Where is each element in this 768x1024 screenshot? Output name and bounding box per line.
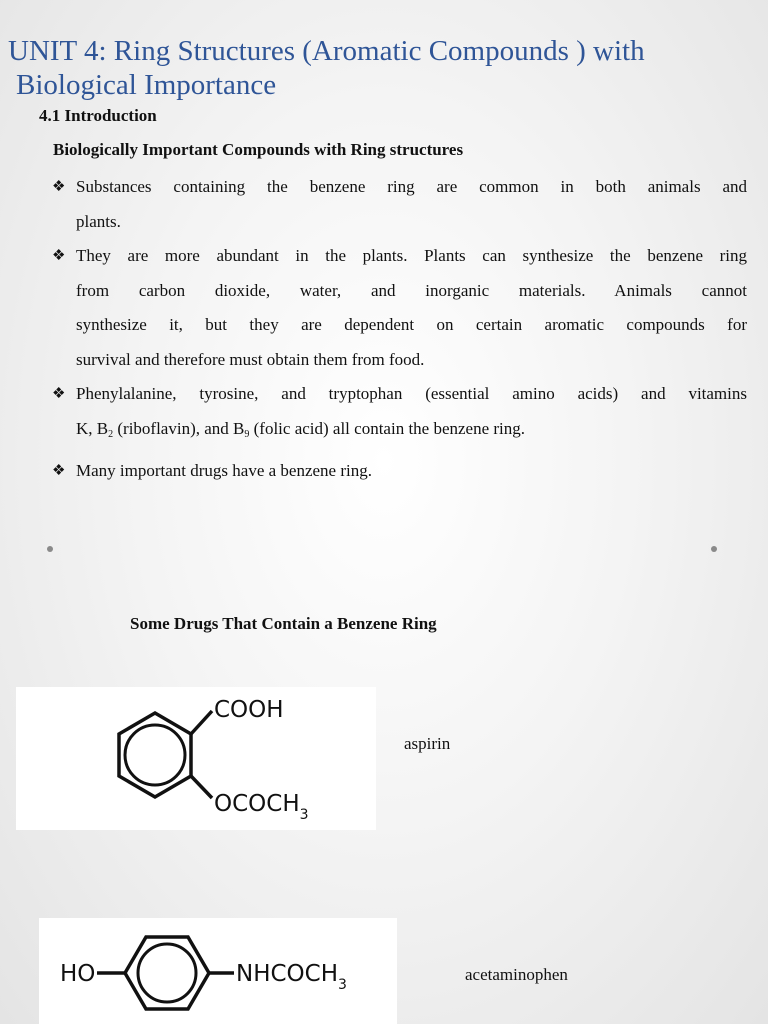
diamond-bullet-icon: ❖ [52,179,66,195]
bullet-item [52,170,747,239]
bullet-text-line: Many important drugs have a benzene ring. [76,461,372,480]
drugs-heading: Some Drugs That Contain a Benzene Ring [130,614,437,633]
diamond-bullet-icon: ❖ [52,386,66,402]
group-ococh3 [214,791,309,823]
text-fragment: (riboflavin), and B [113,418,245,438]
drug-name-aspirin: aspirin [404,734,451,753]
title-line-1: UNIT 4: Ring Structures (Aromatic Compounds ) with [8,35,645,67]
bullet-text-line: survival and therefore must obtain them from food. [76,349,425,369]
group-nhcoch3 [236,961,347,993]
diamond-bullet-icon: ❖ [52,248,66,264]
bullet-item [52,454,747,489]
group-cooh: COOH [214,697,284,723]
subscript: 2 [108,428,114,440]
subsection-heading: Biologically Important Compounds with Ring structures [53,140,464,159]
diamond-bullet-icon: ❖ [52,463,66,479]
bullet-text-line: They are more abundant in the plants. Plants can synthesize the benzene ring [76,246,747,265]
bullet-text-line: Substances containing the benzene ring are common in both animals and [76,177,747,196]
aspirin-structure [16,687,376,830]
bond-line [191,711,212,734]
aromatic-circle [138,944,196,1002]
slide-dot-right [711,546,717,552]
slide-dot-left [47,546,53,552]
section-heading-introduction: 4.1 Introduction [39,106,157,125]
bullet-text-line: synthesize it, but they are dependent on certain aromatic compounds for [76,315,747,334]
group-text: OCOCH [214,791,300,817]
bond-line [191,776,212,798]
acetaminophen-structure [39,918,397,1024]
drug-name-acetaminophen: acetaminophen [465,965,568,984]
subscript: 9 [244,428,250,440]
text-fragment: K, B [76,418,109,438]
bullet-text-line: Phenylalanine, tyrosine, and tryptophan (essential amino acids) and vitamins [76,384,747,403]
group-ho: HO [60,961,96,987]
bullet-item [52,239,747,377]
aromatic-circle [125,725,185,785]
title-line-2: Biological Importance [16,69,277,101]
aspirin-structure-drawing [16,687,376,830]
bullet-text-line: from carbon dioxide, water, and inorganic materials. Animals cannot [76,280,747,300]
group-subscript: 3 [299,807,309,823]
group-text: NHCOCH [236,961,339,987]
bullet-text-line [76,412,747,453]
bullet-text-line: plants. [76,211,121,231]
group-subscript: 3 [338,977,347,993]
slide-title [8,34,760,102]
bullet-item [52,377,747,452]
text-fragment: (folic acid) all contain the benzene ring. [249,418,526,438]
bullet-list [52,170,747,489]
acetaminophen-structure-drawing [39,918,397,1024]
